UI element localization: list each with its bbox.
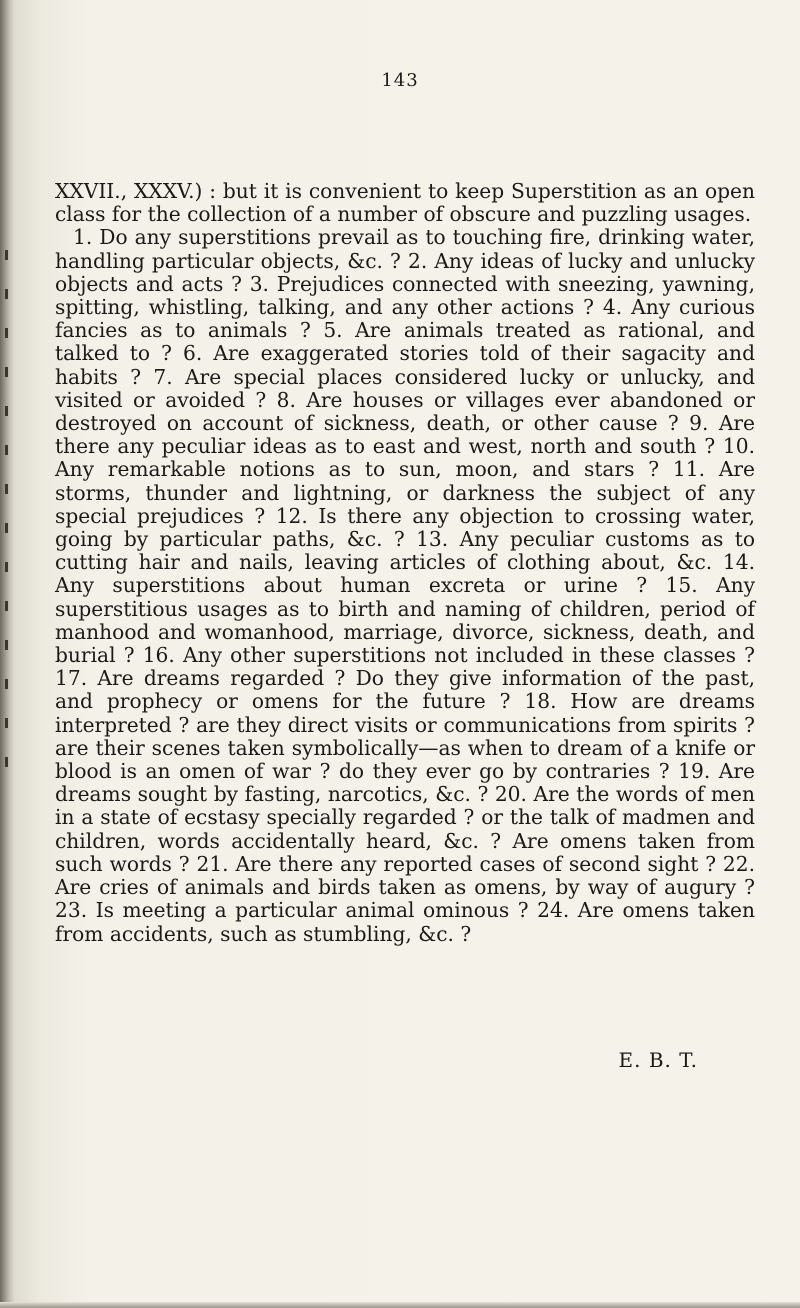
body-text — [55, 180, 755, 946]
signature-initials: E. B. T. — [618, 1048, 698, 1072]
margin-marks — [2, 250, 18, 810]
paragraph-intro: XXVII., XXXV.) : but it is convenient to keep Superstition as an open class for the collection of a number of obscure and puzzling usages. — [55, 179, 755, 227]
page-number: 143 — [381, 70, 419, 91]
page-bottom-edge — [0, 1302, 800, 1308]
paragraph-questions: 1. Do any superstitions prevail as to touching fire, drinking water, handling particular objects, &c. ? 2. Any ideas of lucky and unlucky objects and acts ? 3. Prejudices connected with sneezing, yawning, spitting, whistling, talking, and any other actions ? 4. Any curious fancies as to animals ? 5. Are animals treated as rational, and talked to ? 6. Are exaggerated stories told of their sagacity and habits ? 7. Are special places considered lucky or unlucky, and visited or avoided ? 8. Are houses or villages ever abandoned or destroyed on account of sickness, death, or other cause ? 9. Are there any peculiar ideas as to east and west, north and south ? 10. Any remarkable notions as to sun, moon, and stars ? 11. Are storms, thunder and lightning, or darkness the subject of any special prejudices ? 12. Is there any objection to crossing water, going by particular paths, &c. ? 13. Any peculiar customs as to cutting hair and nails, leaving articles of clothing about, &c. 14. Any superstitions about human excreta or urine ? 15. Any superstitious usages as to birth and naming of children, period of manhood and womanhood, marriage, divorce, sickness, death, and burial ? 16. Any other superstitions not included in these classes ? 17. Are dreams regarded ? Do they give information of the past, and prophecy or omens for the future ? 18. How are dreams interpreted ? are they direct visits or communications from spirits ? are their scenes taken symbolically—as when to dream of a knife or blood is an omen of war ? do they ever go by contraries ? 19. Are dreams sought by fasting, narcotics, &c. ? 20. Are the words of men in a state of ecstasy specially regarded ? or the talk of madmen and children, words accidentally heard, &c. ? Are omens taken from such words ? 21. Are there any reported cases of second sight ? 22. Are cries of animals and birds taken as omens, by way of augury ? 23. Is meeting a particular animal ominous ? 24. Are omens taken from accidents, such as stumbling, &c. ? — [55, 225, 755, 946]
